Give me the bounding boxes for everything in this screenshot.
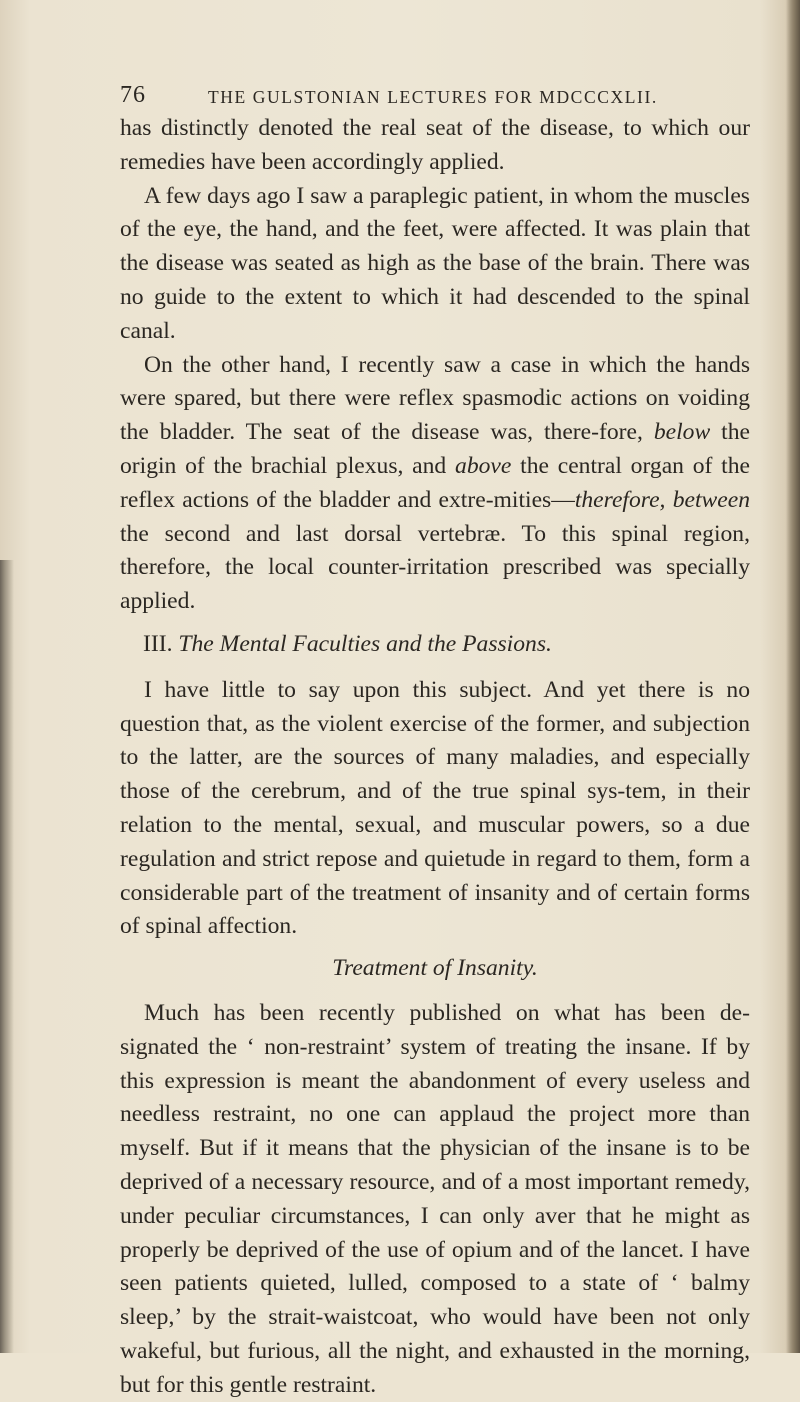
section-heading <box>120 628 750 662</box>
paragraph-5: Much has been recently published on what has been de-signated the ‘ non-restraint’ system of treating the insane. If by this expression is meant the abandonment of every useless and needless restraint, no one can applaud the project more than myself. But if it means that the physician of the insane is to be deprived of a necessary resource, and of a most important remedy, under peculiar circumstances, I can only aver that he might as properly be deprived of the use of opium and of the lancet. I have seen patients quieted, lulled, composed to a state of ‘ balmy sleep,’ by the strait-waistcoat, who would have been not only wakeful, but furious, all the night, and exhausted in the morning, but for this gentle restraint. <box>120 999 750 1398</box>
paragraph-4: I have little to say upon this subject. And yet there is no question that, as the violent exercise of the former, and subjection to the latter, are the sources of many maladies, and especially those of the cerebrum, and of the true spinal sys-tem, in their relation to the mental, sexual, and muscular powers, so a due regulation and strict repose and quietude in regard to them, form a considerable part of the treatment of insanity and of certain forms of spinal affection. <box>120 676 750 940</box>
paragraph-3-part-c: the central organ of the reflex actions of the bladder and extre-mities— <box>120 452 750 513</box>
paragraph-3-part-b: the origin of the brachial plexus, and <box>120 419 750 479</box>
page-edge <box>786 0 800 1353</box>
paragraph-2: A few days ago I saw a paraplegic patient, in whom the muscles of the eye, the hand, and the feet, were affected. It was plain that the disease was seated as high as the base of the brain. There was no guide to the extent to which it had descended to the spinal canal. <box>120 182 750 344</box>
page-header <box>120 82 750 112</box>
emphasis-below: below <box>653 419 711 446</box>
paragraph-3-part-a: On the other hand, I recently saw a case in which the hands were spared, but there were reflex spasmodic actions on voiding the bladder. The seat of the disease was, there-fore, <box>120 351 750 446</box>
emphasis-above: above <box>455 452 512 479</box>
emphasis-therefore-between: therefore, between <box>574 486 750 513</box>
sub-heading-title: Treatment of Insanity. <box>332 955 538 982</box>
page-number: 76 <box>120 82 146 108</box>
paragraph-3 <box>120 349 750 619</box>
sub-heading <box>120 952 750 986</box>
binding-shadow <box>0 560 14 1353</box>
section-numeral: III. <box>143 630 173 657</box>
running-head: THE GULSTONIAN LECTURES FOR MDCCCXLII. <box>208 87 658 107</box>
section-title: The Mental Faculties and the Passions. <box>178 630 552 657</box>
body-text <box>120 112 750 1402</box>
paragraph-1: has distinctly denoted the real seat of the disease, to which our remedies have been accordingly applied. <box>120 115 750 175</box>
paragraph-3-part-d: the second and last dorsal vertebræ. To this spinal region, therefore, the local counter-irritation prescribed was specially applied. <box>120 520 750 615</box>
